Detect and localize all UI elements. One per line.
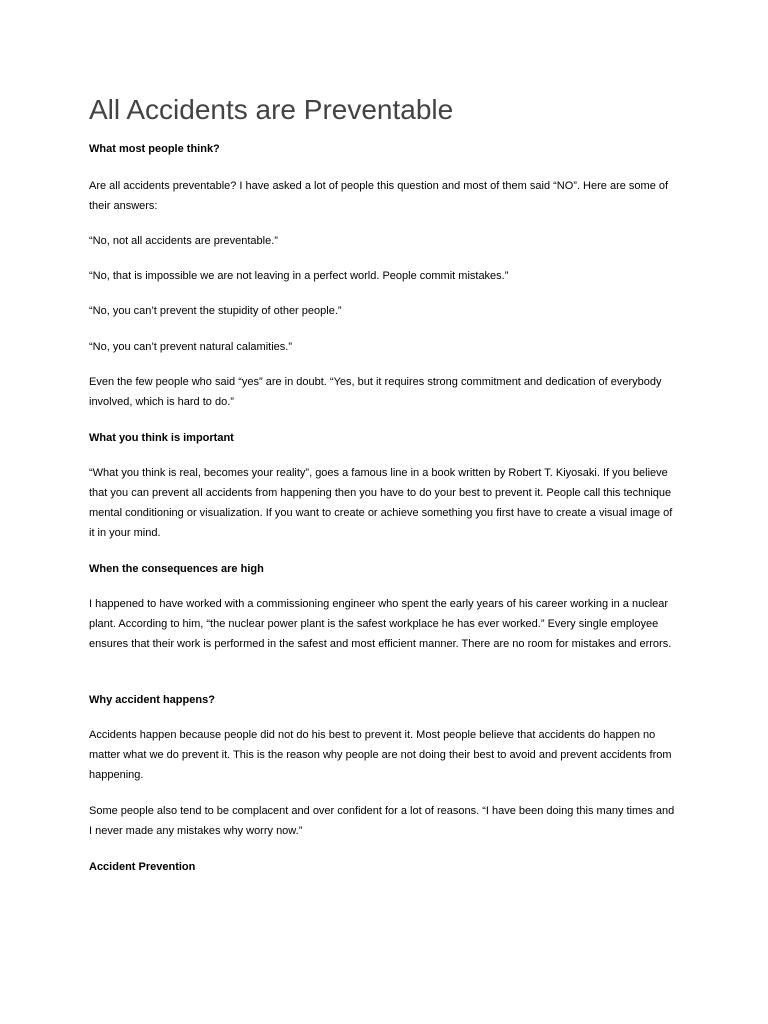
paragraph-nuclear-plant: I happened to have worked with a commissioning engineer who spent the early years of his career working in a nuclear plant. According to him, “the nuclear power plant is the safest workplace he has ever worked.” Every single employee ensures that their work is performed in the safest and most efficient manner. There are no room for mistakes and errors.	[89, 598, 672, 650]
paragraph-answer-4: “No, you can’t prevent natural calamities.”	[89, 341, 292, 353]
paragraph-answer-1: “No, not all accidents are preventable.”	[89, 235, 278, 247]
paragraph-visualization: “What you think is real, becomes your reality”, goes a famous line in a book written by Robert T. Kiyosaki. If you believe that you can prevent all accidents from happening then you have to do your best to prevent it. People call this technique mental conditioning or visualization. If you want to create or achieve something you first have to create a visual image of it in your mind.	[89, 467, 673, 539]
section-heading-what-you-think: What you think is important	[89, 432, 234, 444]
paragraph-why-happen: Accidents happen because people did not do his best to prevent it. Most people believe that accidents do happen no matter what we do prevent it. This is the reason why people are not doing their best to avoid and prevent accidents from happening.	[89, 729, 672, 781]
section-heading-accident-prevention: Accident Prevention	[89, 861, 196, 873]
document-title: All Accidents are Preventable	[89, 94, 454, 125]
paragraph-complacent: Some people also tend to be complacent and over confident for a lot of reasons. “I have been doing this many times and I never made any mistakes why worry now.”	[89, 805, 675, 837]
paragraph-intro: Are all accidents preventable? I have asked a lot of people this question and most of them said “NO”. Here are some of their answers:	[89, 180, 669, 212]
section-heading-consequences: When the consequences are high	[89, 563, 264, 575]
section-heading-why-accident-happens: Why accident happens?	[89, 694, 215, 706]
paragraph-doubt: Even the few people who said “yes” are in doubt. “Yes, but it requires strong commitment and dedication of everybody involved, which is hard to do.”	[89, 376, 662, 408]
paragraph-answer-2: “No, that is impossible we are not leaving in a perfect world. People commit mistakes.”	[89, 270, 509, 282]
paragraph-answer-3: “No, you can’t prevent the stupidity of other people.”	[89, 305, 342, 317]
section-heading-what-most-people-think: What most people think?	[89, 143, 220, 155]
